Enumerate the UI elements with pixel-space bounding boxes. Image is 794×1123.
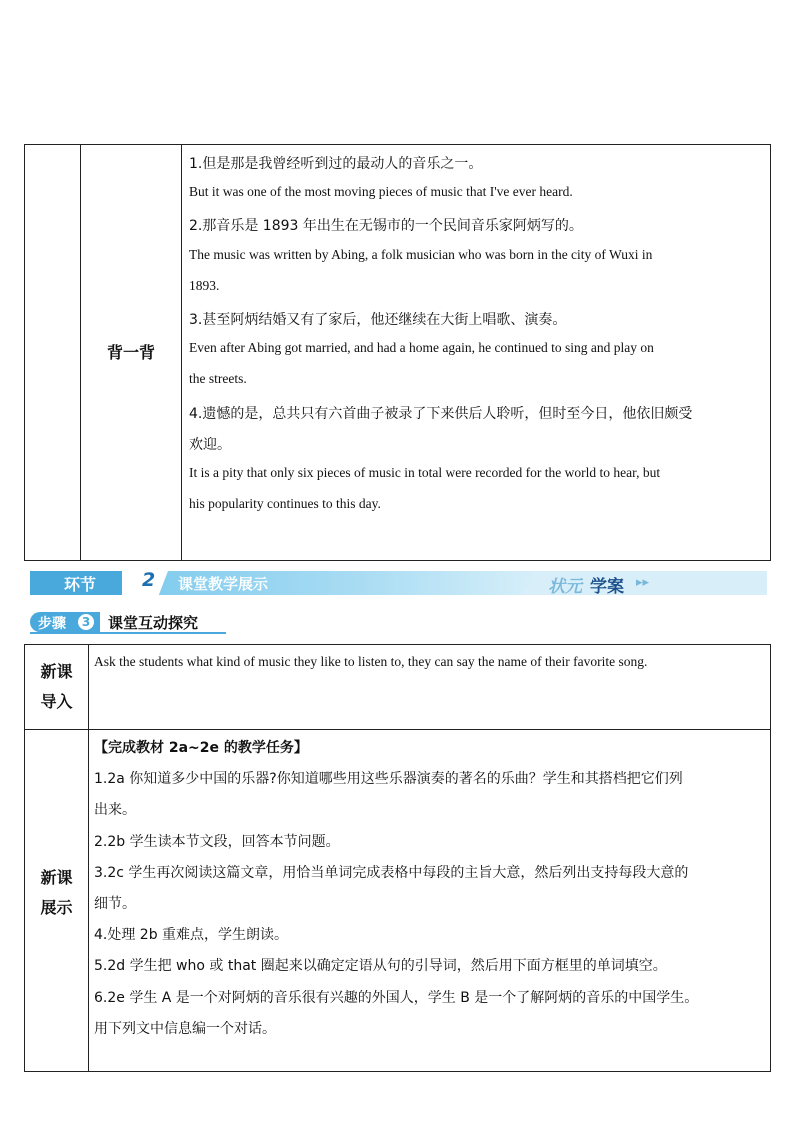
text-line: 1.但是那是我曾经听到过的最动人的音乐之一。 [189,156,483,172]
step-heading [30,612,226,634]
text-line: 【完成教材 2a~2e 的教学任务】 [94,740,308,756]
intro-label: 新课 导入 [40,662,73,711]
display-label: 新课 展示 [40,868,73,917]
section-title: 课堂教学展示 [178,575,269,593]
text-line: 1.2a 你知道多少中国的乐器?你知道哪些用这些乐器演奏的著名的乐曲？学生和其搭档把它们列 [94,771,683,788]
memorize-label: 背一背 [106,343,155,362]
lesson-table [24,644,771,1072]
text-line: 用下列文中信息编一个对话。 [94,1020,276,1037]
text-line: 1893. [189,277,220,293]
text-line: 5.2d 学生把 who 或 that 圈起来以确定定语从句的引导词，然后用下面方框里的单词填空。 [94,958,667,975]
text-line: 欢迎。 [189,436,231,453]
section-label: 环节 [64,575,97,594]
text-line: Ask the students what kind of music they like to listen to, they can say the name of their favorite song. [94,654,648,669]
text-line: 出来。 [94,802,136,819]
text-line: But it was one of the most moving pieces of music that I've ever heard. [189,184,573,200]
text-line: The music was written by Abing, a folk musician who was born in the city of Wuxi in [189,246,653,262]
brand-text-b: 学案 [590,577,624,597]
step-title: 课堂互动探究 [108,614,199,632]
step-number: 3 [78,614,94,630]
brand-text-a: 状元 [548,577,582,597]
text-line: It is a pity that only six pieces of music in total were recorded for the world to hear, but [189,465,661,480]
memorize-table [24,144,771,561]
text-line: 3.甚至阿炳结婚又有了家后，他还继续在大街上唱歌、演奏。 [189,312,567,328]
text-line: the streets. [189,371,247,387]
text-line: 4.遗憾的是，总共只有六首曲子被录了下来供后人聆听，但时至今日，他依旧颇受 [189,405,693,422]
text-line: 细节。 [94,896,136,912]
text-line: 2.2b 学生读本节文段，回答本节问题。 [94,833,340,850]
section-banner [30,571,767,595]
row-divider [25,729,770,730]
text-line: Even after Abing got married, and had a home again, he continued to sing and play on [189,340,654,356]
column-divider [181,145,182,560]
text-line: his popularity continues to this day. [189,496,381,512]
step-label: 步骤 [38,616,66,632]
text-line: 6.2e 学生 A 是一个对阿炳的音乐很有兴趣的外国人，学生 B 是一个了解阿炳的音乐的中国学生。 [94,989,699,1006]
text-line: 4.处理 2b 重难点，学生朗读。 [94,927,289,944]
text-line: 3.2c 学生再次阅读这篇文章，用恰当单词完成表格中每段的主旨大意，然后列出支持每段大意的 [94,864,689,881]
section-number: 2 [142,569,156,591]
double-arrow-icon: ▸▸ [636,575,650,590]
text-line: 2.那音乐是 1893 年出生在无锡市的一个民间音乐家阿炳写的。 [189,218,583,235]
column-divider [88,645,89,1071]
